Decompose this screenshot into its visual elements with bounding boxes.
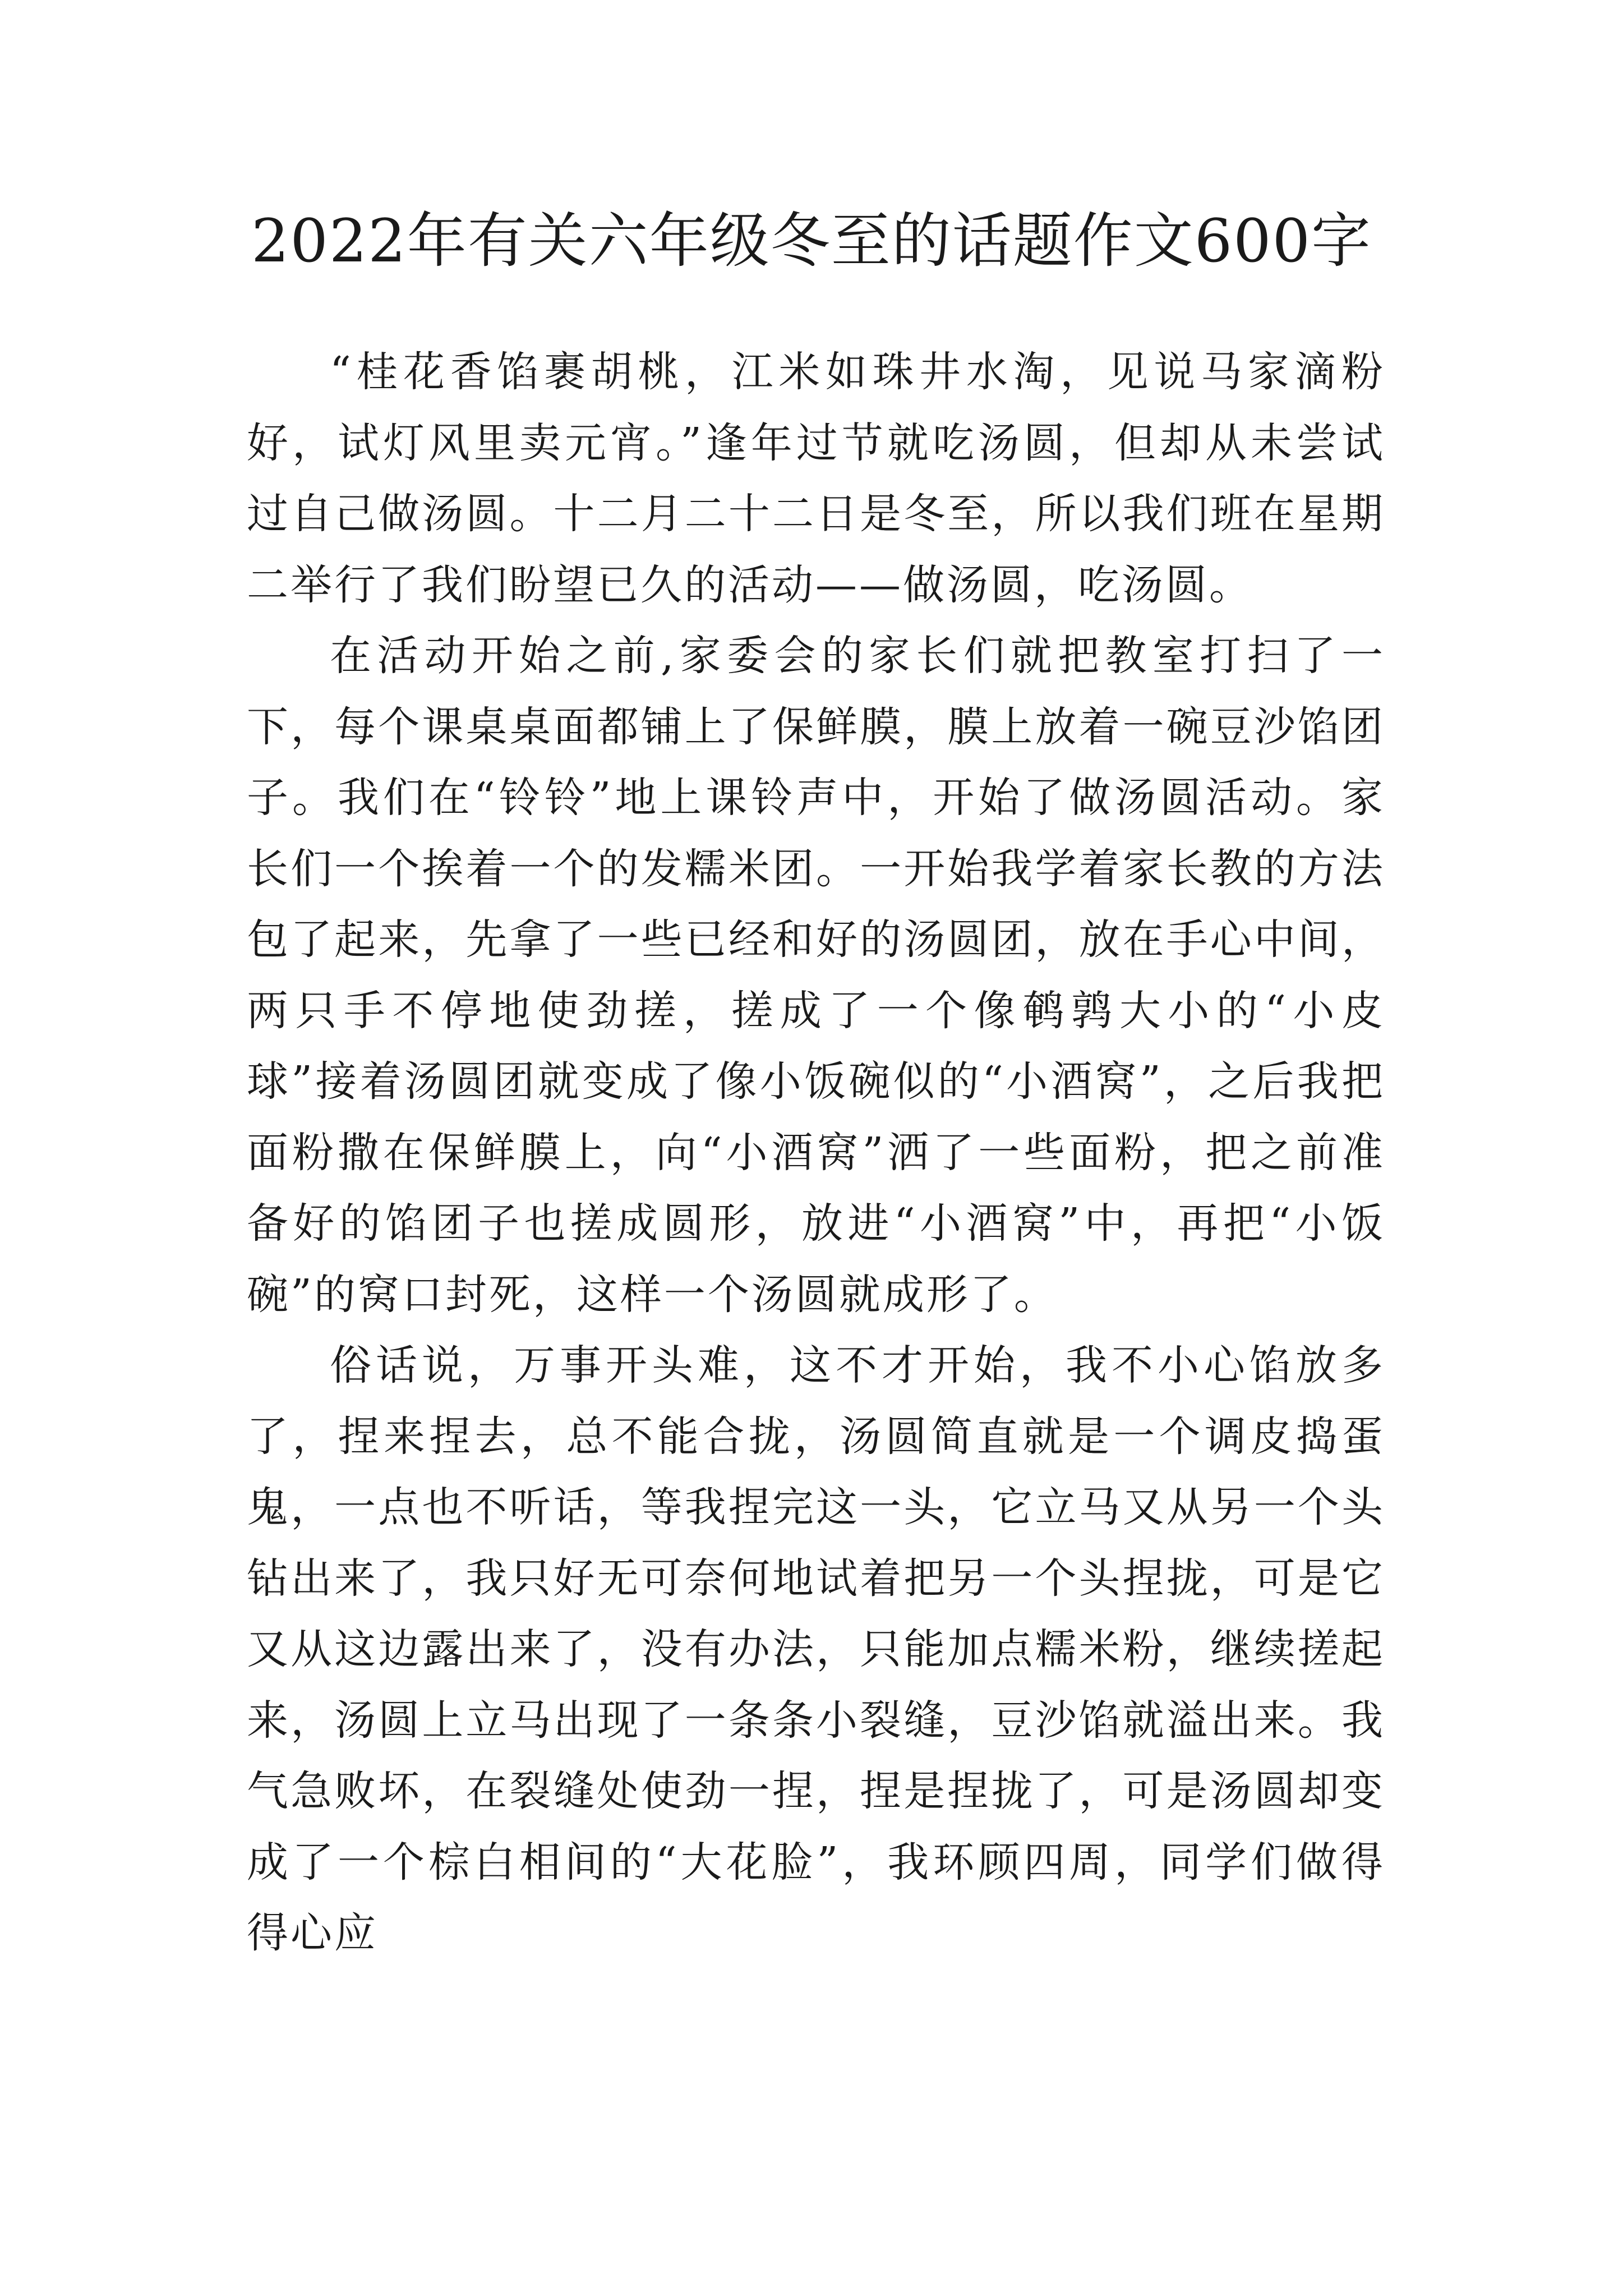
document-title: 2022年有关六年级冬至的话题作文600字 [251, 206, 1372, 275]
paragraph-1: “桂花香馅裹胡桃，江米如珠井水淘，见说马家滴粉好，试灯风里卖元宵。”逢年过节就吃汤圆，但却从未尝试过自己做汤圆。十二月二十二日是冬至，所以我们班在星期二举行了我们盼望已久的活动——做汤圆，吃汤圆。 [247, 348, 1385, 609]
paragraph-3: 俗话说，万事开头难，这不才开始，我不小心馅放多了，捏来捏去，总不能合拢，汤圆简直就是一个调皮捣蛋鬼，一点也不听话，等我捏完这一头，它立马又从另一个头钻出来了，我只好无可奈何地试着把另一个头捏拢，可是它又从这边露出来了，没有办法，只能加点糯米粉，继续搓起来，汤圆上立马出现了一条条小裂缝，豆沙馅就溢出来。我气急败坏，在裂缝处使劲一捏，捏是捏拢了，可是汤圆却变成了一个棕白相间的“大花脸”，我环顾四周，同学们做得得心应 [247, 1341, 1385, 1957]
document-body [247, 337, 1385, 1969]
paragraph-2: 在活动开始之前,家委会的家长们就把教室打扫了一下，每个课桌桌面都铺上了保鲜膜，膜上放着一碗豆沙馅团子。我们在“铃铃”地上课铃声中，开始了做汤圆活动。家长们一个挨着一个的发糯米团。一开始我学着家长教的方法包了起来，先拿了一些已经和好的汤圆团，放在手心中间，两只手不停地使劲搓，搓成了一个像鹌鹑大小的“小皮球”接着汤圆团就变成了像小饭碗似的“小酒窝”，之后我把面粉撒在保鲜膜上，向“小酒窝”洒了一些面粉，把之前准备好的馅团子也搓成圆形，放进“小酒窝”中，再把“小饭碗”的窝口封死，这样一个汤圆就成形了。 [247, 632, 1385, 1319]
